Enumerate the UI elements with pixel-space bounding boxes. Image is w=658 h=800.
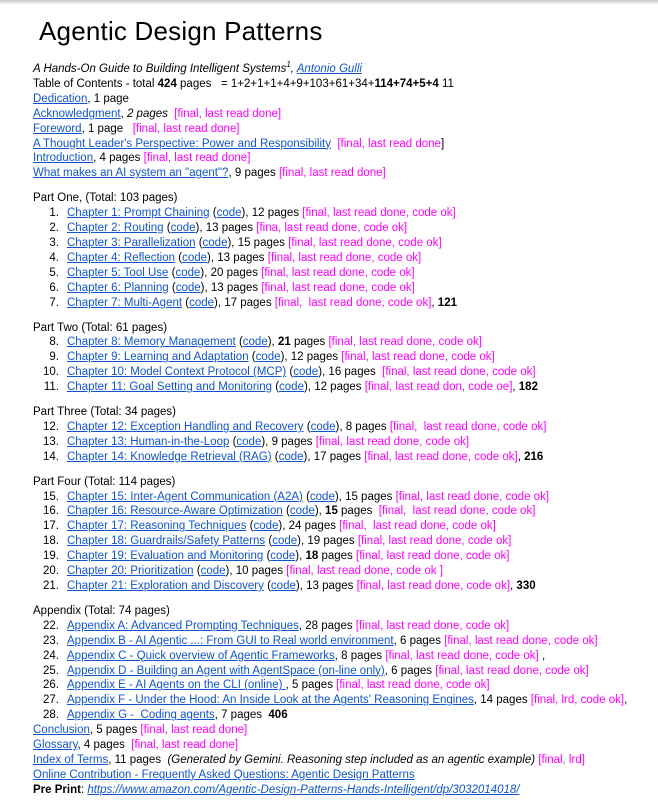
status-text: [final, last read done, code ok] [355, 619, 510, 632]
code-link[interactable]: code [270, 550, 296, 563]
toc-item-26 [33, 678, 644, 693]
status-text: [final, last read done, code ok] [288, 236, 442, 249]
section-heading: Part Two (Total: 61 pages) [33, 321, 168, 334]
toc-item-21 [33, 579, 644, 594]
text-run: 15 [325, 505, 338, 518]
text-run: , [517, 450, 525, 463]
chapter-2-routing-link[interactable]: Chapter 2: Routing [67, 222, 164, 235]
appendix-e-ai-agents-on-the-cli-online-link[interactable]: Appendix E - AI Agents on the CLI (online) [67, 679, 286, 692]
item-text [67, 549, 644, 564]
appendix-f-under-the-hood-an-inside-look-at-the--link[interactable]: Appendix F - Under the Hood: An Inside Look at the Agents' Reasoning Engines [67, 694, 474, 707]
item-text [67, 693, 644, 708]
item-number: 3. [49, 236, 59, 249]
document-title: Agentic Design Patterns [39, 16, 323, 46]
item-text [67, 251, 644, 266]
status-text: [final, last read done, code ok] [261, 281, 415, 294]
code-link[interactable]: code [293, 366, 319, 379]
code-link[interactable]: code [309, 490, 335, 503]
item-number: 5. [49, 266, 59, 279]
text-run: ), [267, 336, 278, 349]
text-run: , [510, 580, 517, 592]
appendix-a-advanced-prompting-techniques-link[interactable]: Appendix A: Advanced Prompting Techniques [67, 619, 299, 632]
text-run: 2 pages [126, 107, 168, 120]
text-run: pages = 1+2+1+1+4+9+103+61+34+ [176, 77, 375, 90]
status-text: [final, last read done, code ok] [356, 550, 510, 563]
glossary-line [33, 738, 644, 753]
status-text: [final, last read done] [174, 107, 282, 120]
item-text [67, 296, 644, 311]
text-run: ( [272, 381, 280, 394]
chapter-3-parallelization-link[interactable]: Chapter 3: Parallelization [67, 236, 196, 249]
text-run: ( [168, 266, 176, 279]
status-text: [fina, last read done, code ok] [256, 222, 408, 235]
text-run: ), 12 pages [280, 351, 342, 364]
text-run: , 28 pages [298, 619, 356, 632]
item-number: 11. [43, 381, 59, 394]
appendix-b-ai-agentic-from-gui-to-real-world-env-link[interactable]: Appendix B - AI Agentic ...: From GUI to Real world environment [67, 634, 394, 647]
item-number: 18. [43, 535, 59, 548]
code-link[interactable]: code [200, 565, 226, 578]
toc-item-6 [33, 281, 644, 296]
code-link[interactable]: code [272, 535, 298, 548]
text-run: : [80, 783, 88, 796]
item-text [67, 380, 644, 395]
status-text: [final, last read done, code ok] [382, 366, 536, 379]
appendix-d-building-an-agent-with-agentspace-on--link[interactable]: Appendix D - Building an Agent with AgentSpace (on-line only) [67, 664, 385, 677]
item-number: 17. [43, 520, 59, 533]
text-run: ), 15 pages [334, 490, 396, 503]
status-text: [final, last read done, code ok] [378, 505, 536, 518]
status-text: [final, last read don, code oe] [364, 381, 513, 394]
toc-item-18 [33, 534, 644, 549]
code-link[interactable]: code [278, 450, 304, 463]
thought-leader-line [33, 137, 644, 152]
status-text: [final, lrd] [538, 753, 585, 766]
item-number: 19. [43, 550, 59, 563]
code-link[interactable]: code [175, 266, 201, 279]
text-run: ), 17 pages [214, 296, 275, 309]
text-run: ( [193, 565, 201, 578]
text-run: ( [246, 520, 254, 533]
introduction-line [33, 151, 644, 166]
status-text: [final, last read done, code ok] [385, 649, 539, 662]
appendix-g-coding-agents-link[interactable]: Appendix G - Coding agents [67, 709, 215, 722]
text-run: , 4 pages [77, 739, 132, 752]
text-run: pages [290, 336, 329, 349]
conclusion-line [33, 723, 644, 738]
item-number: 27. [43, 694, 59, 707]
online-contribution-frequently-asked-questions-a-link[interactable]: Online Contribution - Frequently Asked Questions: Agentic Design Patterns [33, 768, 415, 781]
chapter-19-evaluation-and-monitoring-link[interactable]: Chapter 19: Evaluation and Monitoring [67, 550, 264, 563]
footer-lines [33, 723, 644, 798]
text-run: ( [302, 490, 310, 503]
chapter-13-human-in-the-loop-link[interactable]: Chapter 13: Human-in-the-Loop [67, 435, 230, 448]
item-text [67, 365, 644, 380]
code-link[interactable]: code [236, 435, 262, 448]
text-run: , [120, 107, 127, 120]
code-link[interactable]: code [270, 580, 296, 592]
foreword-line [33, 122, 644, 137]
chapter-5-tool-use-link[interactable]: Chapter 5: Tool Use [67, 266, 169, 279]
text-run: ), 8 pages [335, 420, 390, 433]
toc-item-10 [33, 365, 644, 380]
item-text [67, 579, 644, 594]
dedication-line [33, 92, 644, 107]
status-text: [final, last read done, code ok] [267, 251, 422, 264]
chapter-14-knowledge-retrieval-rag-link[interactable]: Chapter 14: Knowledge Retrieval (RAG) [67, 450, 272, 463]
text-run: ), 19 pages [297, 535, 358, 548]
toc-section-part-three-total-34- [33, 405, 644, 465]
toc-item-14 [33, 450, 644, 465]
acknowledgment-line [33, 107, 644, 122]
subtitle [33, 62, 644, 77]
what-is-agent-line [33, 166, 644, 181]
toc-item-24 [33, 649, 644, 664]
toc-section-appendix-total-74-pa [33, 604, 644, 723]
text-run: , 1 page [87, 92, 129, 105]
conclusion-link[interactable]: Conclusion [33, 724, 90, 737]
chapter-1-prompt-chaining-link[interactable]: Chapter 1: Prompt Chaining [67, 207, 210, 220]
status-text: [final, last read done, code ok] [336, 679, 490, 692]
section-heading: Appendix (Total: 74 pages) [33, 604, 170, 617]
text-run: , 8 pages [334, 649, 386, 662]
status-text: [final, last read done, code ok] [357, 535, 512, 548]
text-run: ), 15 pages [227, 236, 289, 249]
text-run: ), 12 pages [241, 207, 303, 220]
code-link[interactable]: code [202, 236, 228, 249]
toc-item-4 [33, 251, 644, 266]
text-run: ), 17 pages [303, 450, 365, 463]
status-text: [final, last read done, code ok] [444, 634, 598, 647]
status-text: [final, last read done, code ok] [364, 450, 518, 463]
item-text [67, 504, 644, 519]
text-run: Table of Contents - total [33, 77, 158, 90]
toc-item-27 [33, 693, 644, 708]
chapter-15-inter-agent-communication-a2a-link[interactable]: Chapter 15: Inter-Agent Communication (A2A) [67, 490, 303, 503]
item-text [67, 708, 644, 723]
chapter-7-multi-agent-link[interactable]: Chapter 7: Multi-Agent [67, 296, 183, 309]
text-run: ), 13 pages [200, 281, 262, 294]
section-heading: Part Four (Total: 114 pages) [33, 475, 176, 488]
section-heading: Part One, (Total: 103 pages) [33, 192, 178, 205]
item-number: 26. [43, 679, 59, 692]
text-run: 424 [157, 77, 177, 90]
text-run: ( [175, 251, 183, 264]
text-run: ( [229, 435, 237, 448]
toc-item-28 [33, 708, 644, 723]
text-run: ), 10 pages [225, 565, 287, 578]
status-text: [final, last read done] [278, 167, 386, 180]
chapter-12-exception-handling-and-recovery-link[interactable]: Chapter 12: Exception Handling and Recovery [67, 420, 304, 433]
item-text [67, 564, 644, 579]
toc-item-16 [33, 504, 644, 519]
antonio-gulli-link[interactable]: Antonio Gulli [296, 63, 362, 75]
text-run: ), 12 pages [303, 381, 365, 394]
text-run: 182 [518, 381, 538, 394]
item-number: 13. [43, 435, 59, 448]
online-contribution-line [33, 768, 644, 783]
code-link[interactable]: code [189, 296, 215, 309]
toc-section-part-four-total-114- [33, 475, 644, 594]
code-link[interactable]: code [175, 281, 201, 294]
text-run: 11 [438, 77, 454, 90]
code-link[interactable]: code [310, 420, 336, 433]
index-of-terms-link[interactable]: Index of Terms [33, 753, 109, 766]
toc-item-8 [33, 335, 644, 350]
text-run: ), [314, 505, 326, 518]
item-number: 24. [43, 649, 59, 662]
item-text [67, 435, 644, 450]
toc-item-5 [33, 266, 644, 281]
code-link[interactable]: code [253, 520, 279, 533]
text-run: ), 13 pages [207, 251, 268, 264]
code-link[interactable]: code [242, 336, 268, 349]
chapter-4-reflection-link[interactable]: Chapter 4: Reflection [67, 251, 176, 264]
item-text [67, 420, 644, 435]
item-number: 7. [49, 296, 59, 309]
text-run: ( [209, 207, 217, 220]
item-number: 16. [43, 505, 59, 518]
text-run: ), 24 pages [278, 520, 340, 533]
item-number: 4. [49, 251, 59, 264]
what-makes-an-ai-system-an-agent-link[interactable]: What makes an AI system an "agent"? [33, 167, 229, 180]
text-run: ( [168, 281, 176, 294]
item-text [67, 335, 644, 350]
item-text [67, 450, 644, 465]
text-run: 406 [268, 709, 288, 722]
text-run: ( [286, 366, 294, 379]
code-link[interactable]: code [289, 505, 315, 518]
toc-item-15 [33, 490, 644, 505]
text-run: ), 20 pages [200, 266, 262, 279]
foreword-link[interactable]: Foreword [33, 122, 82, 135]
toc-item-7 [33, 296, 644, 311]
status-text: [final, last read done] [143, 152, 251, 165]
status-text: [final, last read done, code ok] [389, 420, 547, 433]
preprint-line [33, 783, 644, 798]
index-of-terms-line [33, 753, 644, 768]
text-run: ), 13 pages [295, 580, 357, 592]
item-number: 22. [43, 619, 59, 632]
code-link[interactable]: code [279, 381, 304, 394]
item-number: 28. [43, 709, 59, 722]
toc-item-25 [33, 664, 644, 679]
text-run: A Hands-On Guide to Building Intelligent Systems [33, 63, 287, 75]
toc-item-22 [33, 619, 644, 634]
toc-item-1 [33, 206, 644, 221]
chapter-18-guardrails-safety-patterns-link[interactable]: Chapter 18: Guardrails/Safety Patterns [67, 535, 266, 548]
text-run: 18 [305, 550, 319, 563]
text-run: , 1 page [81, 122, 133, 135]
text-run: 1 [286, 60, 291, 70]
text-run: , 11 pages [108, 753, 168, 766]
status-text: [final, lrd, code ok] [530, 694, 625, 707]
status-text: [final, last read done, code ok] [315, 435, 470, 448]
item-number: 8. [49, 336, 59, 349]
status-text: [final, last read done, code ok] [261, 266, 415, 279]
status-text: [final, last read done, code ok] [341, 351, 495, 364]
status-text: [final, last read done, code ok] [356, 580, 511, 592]
item-text [67, 206, 644, 221]
item-number: 12. [43, 420, 59, 433]
text-run: 21 [277, 336, 291, 349]
text-run: , 6 pages [393, 634, 445, 647]
item-number: 14. [43, 450, 59, 463]
text-run: ( [163, 222, 171, 235]
item-text [67, 664, 644, 679]
item-text [67, 266, 644, 281]
chapter-16-resource-aware-optimization-link[interactable]: Chapter 16: Resource-Aware Optimization [67, 505, 283, 518]
text-run: (Generated by Gemini. Reasoning step included as an agentic example) [167, 753, 536, 766]
code-link[interactable]: code [216, 207, 242, 220]
text-run: , 6 pages [384, 664, 436, 677]
text-run: ( [235, 336, 243, 349]
status-text: [final, last read done, code ok ] [286, 565, 443, 578]
text-run: 114+74+5+4 [374, 77, 439, 90]
chapter-6-planning-link[interactable]: Chapter 6: Planning [67, 281, 169, 294]
text-run: , [624, 694, 628, 707]
text-run: , 4 pages [93, 152, 144, 165]
status-text: [final, last read done, code ok] [395, 490, 550, 503]
code-link[interactable]: code [170, 222, 196, 235]
item-number: 9. [49, 351, 59, 364]
toc-section-part-one-total-103-p [33, 191, 644, 310]
section-heading: Part Three (Total: 34 pages) [33, 406, 176, 419]
item-number: 6. [49, 281, 59, 294]
status-text: [final, last read done, code ok] [339, 520, 496, 533]
chapter-9-learning-and-adaptation-link[interactable]: Chapter 9: Learning and Adaptation [67, 351, 249, 364]
text-run: , 9 pages [228, 167, 279, 180]
item-text [67, 649, 644, 664]
item-text [67, 281, 644, 296]
text-run: ), [295, 550, 306, 563]
toc-item-23 [33, 634, 644, 649]
text-run: , 7 pages [214, 709, 269, 722]
item-number: 15. [43, 490, 59, 503]
item-text [67, 490, 644, 505]
text-run: , [512, 381, 519, 394]
toc-item-13 [33, 435, 644, 450]
item-number: 10. [43, 366, 59, 379]
text-run: 330 [516, 580, 536, 592]
text-run: ), 13 pages [195, 222, 257, 235]
chapter-17-reasoning-techniques-link[interactable]: Chapter 17: Reasoning Techniques [67, 520, 247, 533]
item-text [67, 634, 644, 649]
text-run: ( [182, 296, 190, 309]
toc-item-2 [33, 221, 644, 236]
text-run: pages [337, 505, 379, 518]
toc-item-17 [33, 519, 644, 534]
text-run: pages [318, 550, 356, 563]
dedication-link[interactable]: Dedication [33, 92, 88, 105]
item-text [67, 350, 644, 365]
status-text: [final, last read done] [132, 122, 240, 135]
item-number: 20. [43, 565, 59, 578]
text-run: , [431, 296, 438, 309]
chapter-10-model-context-protocol-mcp-link[interactable]: Chapter 10: Model Context Protocol (MCP) [67, 366, 287, 379]
text-run: ), 9 pages [261, 435, 316, 448]
text-run: ( [303, 420, 311, 433]
toc-total [33, 77, 644, 92]
introduction-link[interactable]: Introduction [33, 152, 94, 165]
text-run: ( [271, 450, 279, 463]
toc-sections [33, 191, 644, 723]
item-number: 1. [49, 207, 59, 220]
status-text: [final, last read done, code ok] [435, 664, 589, 677]
text-run: ( [263, 580, 271, 592]
chapter-21-exploration-and-discovery-link[interactable]: Chapter 21: Exploration and Discovery [67, 580, 264, 592]
item-text [67, 534, 644, 549]
intro-lines [33, 62, 644, 181]
toc-item-11 [33, 380, 644, 395]
text-run: ( [263, 550, 271, 563]
toc-item-20 [33, 564, 644, 579]
text-run: , [538, 649, 546, 662]
code-link[interactable]: code [182, 251, 208, 264]
status-text: [final, last read done] [131, 739, 239, 752]
text-run: ( [195, 236, 203, 249]
text-run: ] [440, 137, 445, 150]
text-run: , 14 pages [473, 694, 531, 707]
glossary-link[interactable]: Glossary [33, 739, 78, 752]
toc-item-19 [33, 549, 644, 564]
https-www-amazon-com-agentic-design-patterns-han-link[interactable]: https://www.amazon.com/Agentic-Design-Patterns-Hands-Intelligent/dp/3032014018/ [87, 783, 520, 796]
item-text [67, 619, 644, 634]
status-text: [final, last read done, code ok] [328, 336, 482, 349]
text-run: Pre Print [33, 783, 81, 796]
text-run: , [290, 63, 297, 75]
appendix-c-quick-overview-of-agentic-frameworks-link[interactable]: Appendix C - Quick overview of Agentic Frameworks [67, 649, 335, 662]
toc-item-3 [33, 236, 644, 251]
text-run: , 5 pages [285, 679, 337, 692]
text-run: ( [265, 535, 273, 548]
text-run: ( [282, 505, 290, 518]
toc-section-part-two-total-61-pa [33, 321, 644, 396]
chapter-11-goal-setting-and-monitoring-link[interactable]: Chapter 11: Goal Setting and Monitoring [67, 381, 272, 394]
acknowledgment-link[interactable]: Acknowledgment [33, 107, 121, 120]
text-run: 121 [437, 296, 457, 309]
item-number: 25. [43, 664, 59, 677]
item-text [67, 221, 644, 236]
status-text: [final, last read done, code ok] [302, 207, 456, 220]
chapter-8-memory-management-link[interactable]: Chapter 8: Memory Management [67, 336, 236, 349]
item-number: 2. [49, 222, 59, 235]
text-run: ), 16 pages [318, 366, 383, 379]
item-number: 23. [43, 634, 59, 647]
code-link[interactable]: code [255, 351, 281, 364]
item-text [67, 519, 644, 534]
item-number: 21. [43, 580, 59, 592]
item-text [67, 236, 644, 251]
chapter-20-prioritization-link[interactable]: Chapter 20: Prioritization [67, 565, 194, 578]
text-run: 216 [524, 450, 544, 463]
status-text: [final, last read done [337, 137, 441, 150]
text-run: , 5 pages [89, 724, 141, 737]
a-thought-leader-s-perspective-power-and-respons-link[interactable]: A Thought Leader's Perspective: Power and Responsibility [33, 137, 331, 150]
item-text [67, 678, 644, 693]
text-run: ( [248, 351, 256, 364]
toc-item-9 [33, 350, 644, 365]
status-text: [final, last read done, code ok] [274, 296, 432, 309]
toc-item-12 [33, 420, 644, 435]
status-text: [final, last read done] [140, 724, 248, 737]
